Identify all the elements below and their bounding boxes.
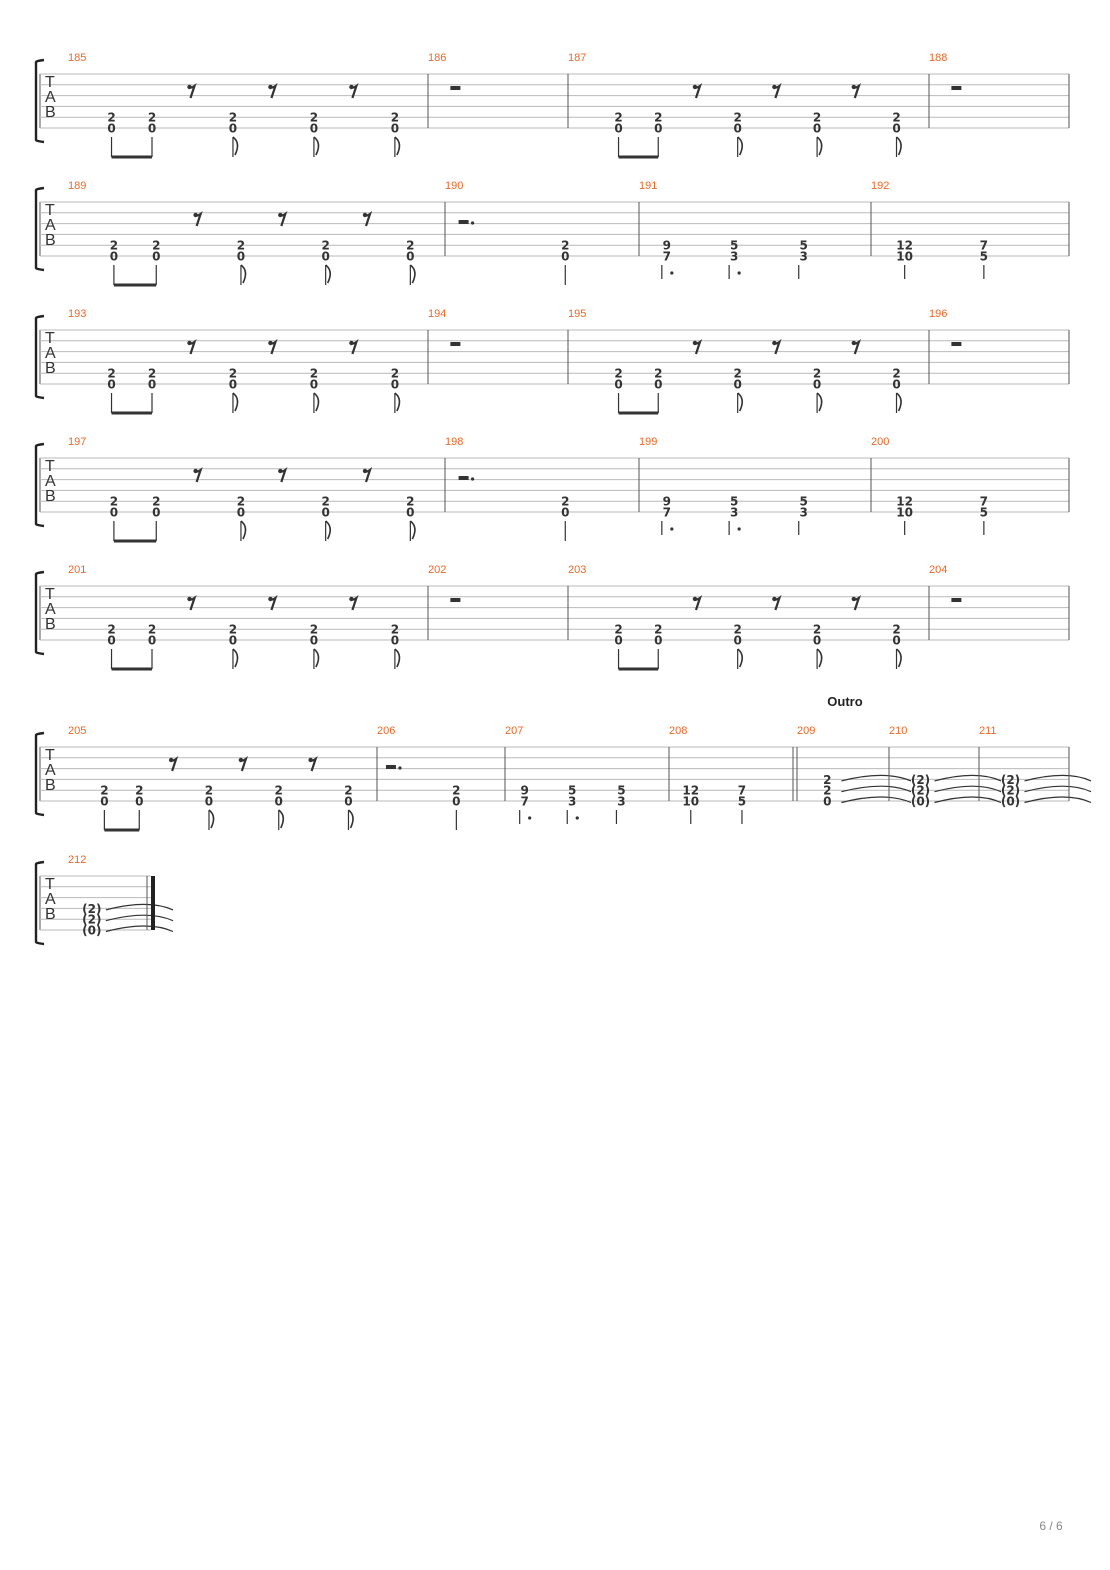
note-flag bbox=[897, 649, 902, 667]
fret-number: 2 bbox=[309, 622, 319, 637]
note-flag bbox=[326, 265, 331, 283]
dot bbox=[738, 271, 741, 274]
measure-number: 191 bbox=[639, 180, 658, 192]
fret-number: 3 bbox=[799, 505, 808, 520]
eighth-rest-dot bbox=[278, 469, 282, 473]
fret-number: 2 bbox=[204, 783, 214, 798]
tab-clef-letter: B bbox=[45, 906, 56, 923]
measure-number: 190 bbox=[445, 180, 464, 192]
fret-number: 3 bbox=[568, 794, 577, 809]
fret-number: (2) bbox=[82, 912, 102, 927]
fret-number: 2 bbox=[107, 110, 116, 125]
measure-number: 188 bbox=[929, 52, 948, 64]
measure-number: 197 bbox=[68, 436, 87, 448]
fret-number: (2) bbox=[1000, 783, 1021, 798]
tab-clef-letter: T bbox=[45, 747, 55, 764]
eighth-rest-dot bbox=[852, 85, 856, 89]
fret-number: 0 bbox=[109, 249, 119, 264]
fret-number: 5 bbox=[617, 783, 626, 798]
fret-number: 0 bbox=[614, 633, 623, 648]
note-flag bbox=[395, 137, 400, 155]
fret-number: 2 bbox=[147, 366, 157, 381]
dot bbox=[670, 527, 673, 530]
tab-clef-letter: B bbox=[45, 616, 56, 633]
fret-number: 0 bbox=[204, 794, 214, 809]
fret-number: 0 bbox=[812, 633, 822, 648]
half-rest bbox=[459, 476, 469, 480]
eighth-rest-dot bbox=[349, 341, 353, 345]
fret-number: 0 bbox=[654, 121, 663, 136]
tie-arc bbox=[841, 775, 911, 781]
fret-number: 0 bbox=[892, 121, 901, 136]
fret-number: 9 bbox=[662, 238, 672, 253]
fret-number: 2 bbox=[321, 494, 330, 509]
half-rest bbox=[386, 765, 396, 769]
fret-number: 5 bbox=[737, 794, 747, 809]
note-flag bbox=[326, 521, 331, 539]
note-flag bbox=[314, 393, 319, 411]
fret-number: 2 bbox=[654, 366, 663, 381]
note-flag bbox=[209, 810, 214, 828]
fret-number: 2 bbox=[733, 110, 742, 125]
fret-number: 0 bbox=[812, 377, 822, 392]
eighth-rest-dot bbox=[268, 597, 272, 601]
eighth-rest-dot bbox=[693, 85, 697, 89]
note-flag bbox=[410, 521, 415, 539]
fret-number: 9 bbox=[662, 494, 672, 509]
fret-number: 2 bbox=[309, 366, 319, 381]
fret-number: 5 bbox=[799, 494, 808, 509]
eighth-rest-dot bbox=[239, 758, 243, 762]
fret-number: 2 bbox=[236, 238, 246, 253]
dot bbox=[528, 816, 531, 819]
note-flag bbox=[738, 393, 743, 411]
fret-number: 0 bbox=[390, 633, 400, 648]
measure-number: 210 bbox=[889, 725, 908, 737]
measure-number: 186 bbox=[428, 52, 447, 64]
fret-number: 2 bbox=[561, 238, 570, 253]
measure-number: 192 bbox=[871, 180, 890, 192]
tab-clef-letter: A bbox=[45, 891, 56, 908]
fret-number: 2 bbox=[892, 110, 901, 125]
measure-number: 185 bbox=[68, 52, 87, 64]
whole-rest bbox=[450, 86, 460, 90]
measure-number: 202 bbox=[428, 564, 447, 576]
note-flag bbox=[738, 649, 743, 667]
note-flag bbox=[233, 137, 238, 155]
fret-number: 0 bbox=[654, 633, 663, 648]
fret-number: 3 bbox=[729, 249, 739, 264]
measure-number: 208 bbox=[669, 725, 688, 737]
fret-number: 0 bbox=[406, 249, 415, 264]
fret-number: 0 bbox=[654, 377, 663, 392]
fret-number: 0 bbox=[733, 121, 742, 136]
fret-number: 5 bbox=[729, 494, 739, 509]
fret-number: 2 bbox=[135, 783, 144, 798]
fret-number: 2 bbox=[823, 783, 832, 798]
fret-number: 2 bbox=[812, 366, 822, 381]
note-flag bbox=[817, 393, 822, 411]
eighth-rest-dot bbox=[169, 758, 173, 762]
fret-number: 0 bbox=[561, 249, 570, 264]
fret-number: 0 bbox=[812, 121, 822, 136]
note-flag bbox=[738, 137, 743, 155]
measure-number: 204 bbox=[929, 564, 948, 576]
fret-number: 9 bbox=[520, 783, 529, 798]
fret-number: 0 bbox=[228, 633, 238, 648]
eighth-rest-dot bbox=[693, 341, 697, 345]
measure-number: 212 bbox=[68, 854, 87, 866]
tie-arc bbox=[1025, 775, 1092, 781]
fret-number: 2 bbox=[390, 622, 400, 637]
fret-number: 0 bbox=[309, 377, 319, 392]
fret-number: 0 bbox=[733, 633, 742, 648]
eighth-rest-dot bbox=[852, 597, 856, 601]
fret-number: 3 bbox=[799, 249, 808, 264]
fret-number: 0 bbox=[109, 505, 119, 520]
fret-number: 10 bbox=[682, 794, 700, 809]
tie-arc bbox=[106, 904, 173, 910]
eighth-rest-dot bbox=[268, 85, 272, 89]
tab-clef-letter: B bbox=[45, 232, 56, 249]
eighth-rest-dot bbox=[772, 341, 776, 345]
fret-number: 3 bbox=[729, 505, 739, 520]
fret-number: 2 bbox=[147, 110, 157, 125]
measure-number: 196 bbox=[929, 308, 948, 320]
fret-number: 0 bbox=[406, 505, 415, 520]
fret-number: 2 bbox=[654, 622, 663, 637]
eighth-rest-dot bbox=[187, 341, 191, 345]
fret-number: 0 bbox=[892, 377, 901, 392]
eighth-rest-dot bbox=[193, 213, 197, 217]
whole-rest bbox=[450, 598, 460, 602]
tab-clef-letter: A bbox=[45, 217, 56, 234]
fret-number: 2 bbox=[228, 110, 238, 125]
fret-number: 0 bbox=[321, 249, 330, 264]
measure-number: 195 bbox=[568, 308, 587, 320]
fret-number: 0 bbox=[147, 633, 157, 648]
section-label: Outro bbox=[827, 694, 863, 709]
note-flag bbox=[233, 393, 238, 411]
tab-clef-letter: B bbox=[45, 360, 56, 377]
fret-number: 2 bbox=[274, 783, 283, 798]
tab-clef-letter: B bbox=[45, 777, 56, 794]
dot bbox=[670, 271, 673, 274]
eighth-rest-dot bbox=[193, 469, 197, 473]
note-flag bbox=[279, 810, 284, 828]
tab-clef-letter: B bbox=[45, 104, 56, 121]
tab-clef-letter: T bbox=[45, 586, 55, 603]
eighth-rest-dot bbox=[268, 341, 272, 345]
fret-number: 0 bbox=[135, 794, 144, 809]
tie-arc bbox=[841, 786, 911, 792]
tab-clef-letter: T bbox=[45, 876, 55, 893]
fret-number: (2) bbox=[1000, 772, 1021, 787]
tab-clef-letter: T bbox=[45, 330, 55, 347]
whole-rest bbox=[951, 86, 961, 90]
tab-clef-letter: A bbox=[45, 601, 56, 618]
eighth-rest-dot bbox=[363, 469, 367, 473]
measure-number: 199 bbox=[639, 436, 658, 448]
measure-number: 206 bbox=[377, 725, 396, 737]
tie-arc bbox=[935, 775, 1002, 781]
fret-number: 2 bbox=[892, 366, 901, 381]
fret-number: 0 bbox=[107, 377, 116, 392]
fret-number: 7 bbox=[662, 505, 672, 520]
fret-number: 2 bbox=[107, 622, 116, 637]
fret-number: 2 bbox=[614, 110, 623, 125]
fret-number: 12 bbox=[896, 494, 914, 509]
fret-number: 2 bbox=[236, 494, 246, 509]
fret-number: 2 bbox=[109, 494, 119, 509]
eighth-rest-dot bbox=[278, 213, 282, 217]
fret-number: 2 bbox=[321, 238, 330, 253]
dot bbox=[738, 527, 741, 530]
fret-number: 2 bbox=[812, 110, 822, 125]
fret-number: 0 bbox=[390, 121, 400, 136]
fret-number: (2) bbox=[82, 901, 102, 916]
note-flag bbox=[817, 137, 822, 155]
fret-number: 0 bbox=[100, 794, 109, 809]
whole-rest bbox=[951, 342, 961, 346]
fret-number: (0) bbox=[910, 794, 931, 809]
note-flag bbox=[314, 649, 319, 667]
eighth-rest-dot bbox=[349, 597, 353, 601]
fret-number: 2 bbox=[344, 783, 353, 798]
fret-number: 5 bbox=[729, 238, 739, 253]
half-rest bbox=[459, 220, 469, 224]
fret-number: 0 bbox=[390, 377, 400, 392]
fret-number: 2 bbox=[309, 110, 319, 125]
fret-number: 2 bbox=[614, 622, 623, 637]
fret-number: 10 bbox=[896, 249, 914, 264]
tie-arc bbox=[935, 797, 1002, 803]
dot bbox=[576, 816, 579, 819]
fret-number: 0 bbox=[152, 249, 161, 264]
page-number: 6 / 6 bbox=[1039, 1519, 1063, 1533]
tab-clef-letter: B bbox=[45, 488, 56, 505]
fret-number: 2 bbox=[892, 622, 901, 637]
fret-number: 10 bbox=[896, 505, 914, 520]
fret-number: 0 bbox=[733, 377, 742, 392]
note-flag bbox=[817, 649, 822, 667]
note-flag bbox=[241, 265, 246, 283]
tie-arc bbox=[1025, 797, 1092, 803]
fret-number: 2 bbox=[823, 772, 832, 787]
fret-number: 0 bbox=[561, 505, 570, 520]
fret-number: 0 bbox=[321, 505, 330, 520]
fret-number: 2 bbox=[107, 366, 116, 381]
fret-number: 0 bbox=[614, 121, 623, 136]
fret-number: 0 bbox=[614, 377, 623, 392]
tab-clef-letter: A bbox=[45, 345, 56, 362]
tie-arc bbox=[106, 926, 173, 932]
note-flag bbox=[395, 393, 400, 411]
fret-number: 2 bbox=[733, 366, 742, 381]
fret-number: 2 bbox=[812, 622, 822, 637]
rest-dot bbox=[471, 477, 474, 480]
fret-number: 2 bbox=[109, 238, 119, 253]
measure-number: 194 bbox=[428, 308, 447, 320]
fret-number: 0 bbox=[228, 121, 238, 136]
tab-clef-letter: T bbox=[45, 202, 55, 219]
fret-number: 2 bbox=[228, 622, 238, 637]
fret-number: 2 bbox=[390, 110, 400, 125]
fret-number: 5 bbox=[979, 505, 989, 520]
eighth-rest-dot bbox=[363, 213, 367, 217]
fret-number: (0) bbox=[1000, 794, 1021, 809]
measure-number: 187 bbox=[568, 52, 587, 64]
fret-number: 0 bbox=[892, 633, 901, 648]
whole-rest bbox=[450, 342, 460, 346]
tab-clef-letter: T bbox=[45, 74, 55, 91]
whole-rest bbox=[951, 598, 961, 602]
measure-number: 203 bbox=[568, 564, 587, 576]
fret-number: (0) bbox=[82, 923, 102, 938]
measure-number: 211 bbox=[979, 725, 997, 737]
measure-number: 205 bbox=[68, 725, 87, 737]
tab-clef-letter: T bbox=[45, 458, 55, 475]
eighth-rest-dot bbox=[349, 85, 353, 89]
fret-number: 2 bbox=[390, 366, 400, 381]
measure-number: 193 bbox=[68, 308, 87, 320]
eighth-rest-dot bbox=[187, 85, 191, 89]
fret-number: 2 bbox=[147, 622, 157, 637]
eighth-rest-dot bbox=[308, 758, 312, 762]
note-flag bbox=[897, 393, 902, 411]
note-flag bbox=[348, 810, 353, 828]
fret-number: 0 bbox=[823, 794, 832, 809]
fret-number: 0 bbox=[107, 121, 116, 136]
fret-number: 0 bbox=[152, 505, 161, 520]
tie-arc bbox=[1025, 786, 1092, 792]
measure-number: 189 bbox=[68, 180, 87, 192]
fret-number: 7 bbox=[737, 783, 747, 798]
measure-number: 209 bbox=[797, 725, 816, 737]
fret-number: 7 bbox=[520, 794, 529, 809]
eighth-rest-dot bbox=[772, 597, 776, 601]
fret-number: 12 bbox=[896, 238, 914, 253]
tie-arc bbox=[841, 797, 911, 803]
tie-arc bbox=[106, 915, 173, 921]
fret-number: 2 bbox=[561, 494, 570, 509]
rest-dot bbox=[398, 766, 401, 769]
fret-number: 7 bbox=[979, 238, 989, 253]
fret-number: 7 bbox=[979, 494, 989, 509]
fret-number: 0 bbox=[309, 121, 319, 136]
tab-clef-letter: A bbox=[45, 762, 56, 779]
note-flag bbox=[395, 649, 400, 667]
fret-number: 0 bbox=[452, 794, 461, 809]
tab-clef-letter: A bbox=[45, 89, 56, 106]
fret-number: 0 bbox=[344, 794, 353, 809]
eighth-rest-dot bbox=[772, 85, 776, 89]
eighth-rest-dot bbox=[187, 597, 191, 601]
rest-dot bbox=[471, 221, 474, 224]
note-flag bbox=[410, 265, 415, 283]
fret-number: (2) bbox=[910, 783, 931, 798]
tie-arc bbox=[935, 786, 1002, 792]
note-flag bbox=[241, 521, 246, 539]
fret-number: 2 bbox=[152, 494, 161, 509]
fret-number: 5 bbox=[979, 249, 989, 264]
eighth-rest-dot bbox=[693, 597, 697, 601]
fret-number: 0 bbox=[309, 633, 319, 648]
note-flag bbox=[314, 137, 319, 155]
fret-number: 5 bbox=[799, 238, 808, 253]
fret-number: 2 bbox=[452, 783, 461, 798]
fret-number: 3 bbox=[617, 794, 626, 809]
fret-number: 0 bbox=[147, 377, 157, 392]
fret-number: 2 bbox=[406, 238, 415, 253]
fret-number: 2 bbox=[100, 783, 109, 798]
fret-number: 0 bbox=[228, 377, 238, 392]
tab-clef-letter: A bbox=[45, 473, 56, 490]
fret-number: 0 bbox=[274, 794, 283, 809]
fret-number: 12 bbox=[682, 783, 700, 798]
fret-number: 0 bbox=[147, 121, 157, 136]
fret-number: 5 bbox=[568, 783, 577, 798]
fret-number: 0 bbox=[107, 633, 116, 648]
fret-number: 0 bbox=[236, 505, 246, 520]
fret-number: 2 bbox=[228, 366, 238, 381]
note-flag bbox=[233, 649, 238, 667]
fret-number: (2) bbox=[910, 772, 931, 787]
measure-number: 200 bbox=[871, 436, 890, 448]
eighth-rest-dot bbox=[852, 341, 856, 345]
measure-number: 201 bbox=[68, 564, 87, 576]
fret-number: 2 bbox=[614, 366, 623, 381]
fret-number: 2 bbox=[654, 110, 663, 125]
fret-number: 7 bbox=[662, 249, 672, 264]
fret-number: 2 bbox=[152, 238, 161, 253]
note-flag bbox=[897, 137, 902, 155]
fret-number: 2 bbox=[733, 622, 742, 637]
fret-number: 2 bbox=[406, 494, 415, 509]
fret-number: 0 bbox=[236, 249, 246, 264]
measure-number: 198 bbox=[445, 436, 464, 448]
measure-number: 207 bbox=[505, 725, 524, 737]
